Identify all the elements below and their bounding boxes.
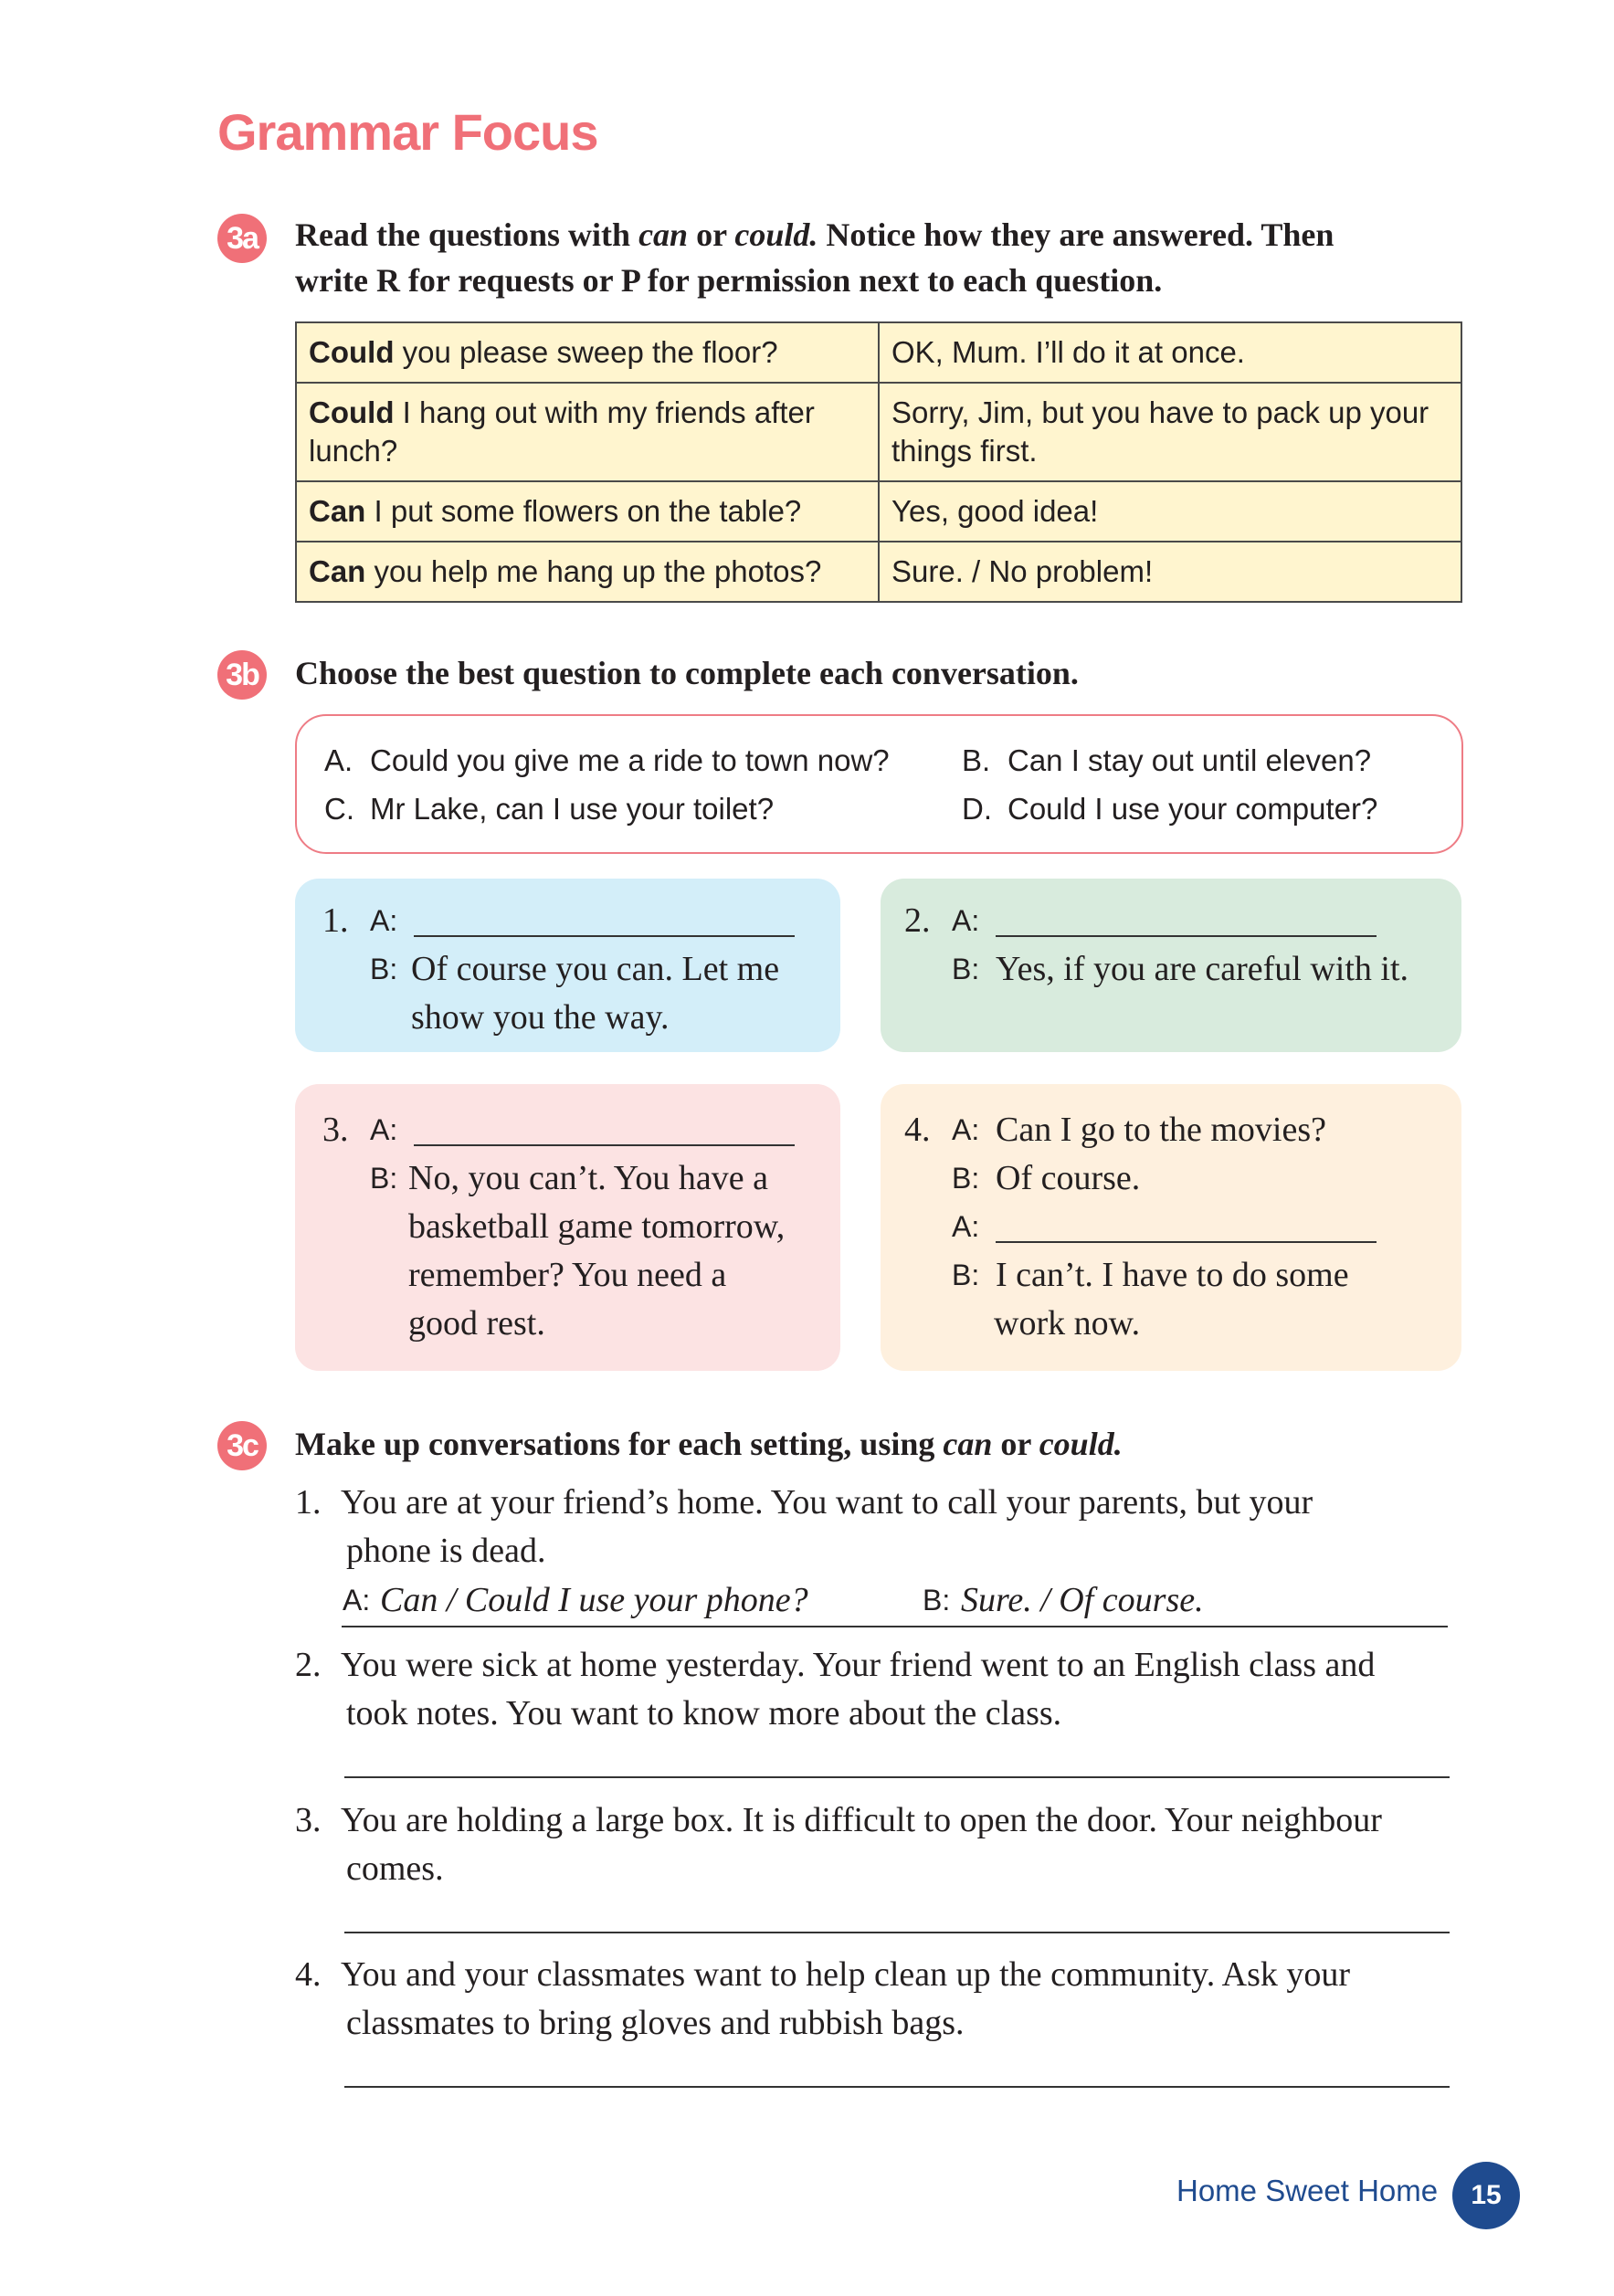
answer-cell: OK, Mum. I’ll do it at once. [879, 322, 1461, 383]
item-number: 3. [322, 1111, 349, 1149]
item-number: 1. [322, 901, 349, 940]
instruction-3b: Choose the best question to complete each conversation. [295, 655, 1079, 691]
exercise-badge-3b: 3b [217, 650, 267, 700]
table-row: Can I put some flowers on the table? Yes, good idea! [296, 481, 1461, 542]
instr-text: Read the questions with [295, 216, 639, 253]
answer-line[interactable] [344, 2086, 1450, 2088]
speaker-a: A: [370, 904, 398, 937]
speaker-a: A: [343, 1584, 371, 1617]
page-title: Grammar Focus [217, 103, 598, 161]
reply-text: Yes, if you are careful with it. [996, 950, 1409, 988]
answer-cell: Yes, good idea! [879, 481, 1461, 542]
speaker-a: A: [370, 1113, 398, 1146]
reply-text: basketball game tomorrow, [408, 1207, 786, 1246]
instr-can: can [638, 216, 689, 253]
item-number: 2. [904, 901, 931, 940]
answer-blank[interactable] [414, 935, 795, 937]
speaker-b: B: [370, 953, 398, 985]
instruction-3c: Make up conversations for each setting, using can or could. [295, 1426, 1123, 1462]
speaker-b: B: [952, 1259, 980, 1291]
can-could-table [295, 321, 1462, 603]
table-row: Could I hang out with my friends after lunch? Sorry, Jim, but you have to pack up your things first. [296, 383, 1461, 481]
table-row: Could you please sweep the floor? OK, Mum. I’ll do it at once. [296, 322, 1461, 383]
speaker-b: B: [952, 1162, 980, 1195]
answer-blank[interactable] [414, 1144, 795, 1146]
reply-text: good rest. [408, 1304, 545, 1343]
instr-text: Notice how they are answered. Then [818, 216, 1334, 253]
answer-line [342, 1626, 1448, 1627]
table-row: Can you help me hang up the photos? Sure. / No problem! [296, 542, 1461, 602]
reply-text: No, you can’t. You have a [408, 1159, 769, 1197]
reply-text: show you the way. [411, 998, 670, 1037]
answer-blank[interactable] [996, 1241, 1377, 1243]
instruction-3a [295, 212, 1469, 303]
answer-cell: Sure. / No problem! [879, 542, 1461, 602]
speaker-b: B: [370, 1162, 398, 1195]
reply-text: Of course you can. Let me [411, 950, 780, 988]
instr-text: write R for requests or P for permission next to each question. [295, 262, 1163, 299]
speaker-b: B: [923, 1584, 951, 1617]
page-number: 15 [1452, 2162, 1520, 2229]
conversation-card-3 [295, 1084, 840, 1371]
exercise-badge-3c: 3c [217, 1421, 267, 1470]
conversation-card-1 [295, 879, 840, 1052]
answer-line[interactable] [344, 1932, 1450, 1933]
speaker-b: B: [952, 953, 980, 985]
item-number: 4. [904, 1111, 931, 1149]
example-b: Sure. / Of course. [961, 1581, 1204, 1619]
conversation-card-4 [881, 1084, 1461, 1371]
unit-title: Home Sweet Home [1176, 2174, 1439, 2207]
question-text: Can I go to the movies? [996, 1111, 1326, 1149]
answer-cell: Sorry, Jim, but you have to pack up your things first. [879, 383, 1461, 481]
instr-text: or [688, 216, 735, 253]
reply-text: remember? You need a [408, 1256, 727, 1294]
speaker-a: A: [952, 904, 980, 937]
options-box: A. Could you give me a ride to town now? B. Can I stay out until eleven? C. Mr Lake, can I use your toilet? D. Could I use your computer? [295, 714, 1463, 854]
reply-text: I can’t. I have to do some [996, 1256, 1349, 1294]
speaker-a: A: [952, 1113, 980, 1146]
example-a: Can / Could I use your phone? [380, 1581, 808, 1619]
reply-text: work now. [994, 1304, 1141, 1343]
reply-text: Of course. [996, 1159, 1141, 1197]
conversation-card-2 [881, 879, 1461, 1052]
instr-could: could. [734, 216, 818, 253]
answer-blank[interactable] [996, 935, 1377, 937]
exercise-badge-3a: 3a [217, 214, 267, 263]
speaker-a: A: [952, 1210, 980, 1243]
answer-line[interactable] [344, 1776, 1450, 1778]
